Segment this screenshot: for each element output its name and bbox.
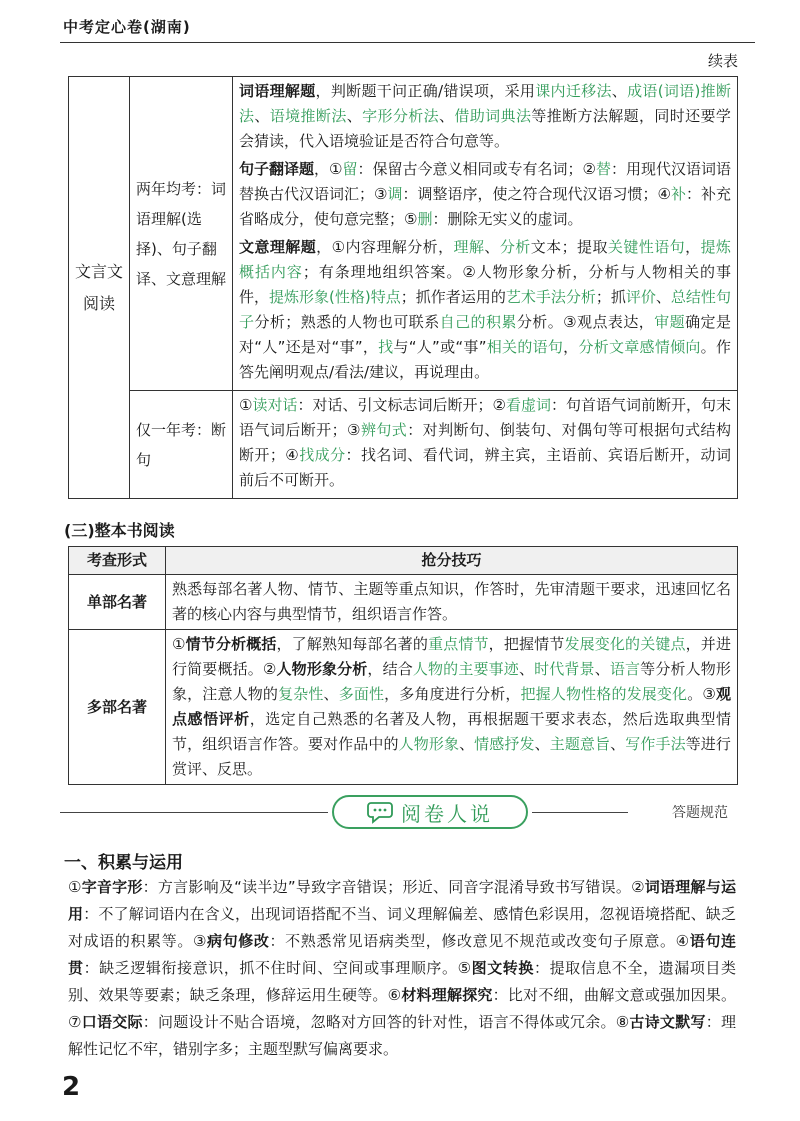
- text-run: ：调整语序，使之符合现代汉语习惯；④: [402, 185, 671, 203]
- banner-rule-right: [532, 812, 628, 813]
- page-number: 2: [62, 1072, 81, 1102]
- bold-term: 古诗文默写: [629, 1013, 706, 1031]
- key-term: 发展变化的关键点: [564, 635, 686, 653]
- key-term: 评价: [625, 288, 656, 306]
- key-term: 替: [595, 160, 611, 178]
- section-heading: (三)整本书阅读: [64, 521, 175, 540]
- text-run: ：对判断句、倒装句、对偶句等可根据句式结构断开；④: [239, 421, 731, 464]
- text-run: 、: [439, 107, 455, 125]
- text-run: 、: [518, 660, 535, 678]
- key-term: 自己的积累: [439, 313, 517, 331]
- text-run: ：理解性记忆不牢，错别字多；主题型默写偏离要求。: [68, 1013, 736, 1058]
- text-run: ：对话、引文标志词后断开；②: [297, 396, 506, 414]
- key-term: 调: [387, 185, 403, 203]
- text-run: 等推断方法解题，同时还要学会猜读，代入语境验证是否符合句意等。: [239, 107, 731, 150]
- key-term: 多面性: [338, 685, 385, 703]
- meaning-understanding-tips: [239, 235, 731, 385]
- text-run: 熟悉每部名著人物、情节、主题等重点知识，作答时，先审清题干要求，迅速回忆名著的核心内容与典型情节，组织语言作答。: [172, 580, 731, 623]
- bold-term: 词语理解题: [239, 82, 316, 100]
- banner-rule-left: [60, 812, 328, 813]
- text-run: 、: [610, 735, 626, 753]
- bold-term: 字音字形: [81, 878, 143, 896]
- key-term: 分析文章感情倾向: [578, 338, 701, 356]
- bold-term: 材料理解探究: [401, 986, 493, 1004]
- key-term: 重点情节: [428, 635, 489, 653]
- key-term: 总结性句子: [239, 288, 731, 331]
- text-run: 与“人”或“事”: [393, 338, 487, 356]
- key-term: 删: [417, 210, 433, 228]
- text-run: ：不了解词语内在含义，出现词语搭配不当、词义理解偏差、感情色彩误用，忽视语境搭配、缺乏对成语的积累等。③: [68, 905, 736, 950]
- text-run: ；抓: [595, 288, 626, 306]
- text-run: 、: [323, 685, 339, 703]
- techniques-cell: [233, 391, 738, 499]
- row-content: [166, 630, 738, 785]
- bold-term: 图文转换: [471, 959, 534, 977]
- key-term: 课内迁移法: [535, 82, 612, 100]
- text-run: 、: [254, 107, 270, 125]
- text-run: ，选定自己熟悉的名著及人物，再根据题干要求表态，然后选取典型情节，组织语言作答。要对作品中的: [172, 710, 731, 753]
- book-title: 中考定心卷(湖南): [63, 18, 191, 36]
- key-term: 看虚词: [505, 396, 551, 414]
- text-run: ：用现代汉语词语替换古代汉语词汇；③: [239, 160, 731, 203]
- banner-label: 阅卷人说: [401, 801, 493, 826]
- text-run: 。作答先阐明观点/看法/建议，再说理由。: [239, 338, 731, 381]
- key-term: 分析: [499, 238, 531, 256]
- key-term: 提炼形象(性格)特点: [269, 288, 401, 306]
- text-run: 等进行赏评、反思。: [172, 735, 731, 778]
- sentence-translation-tips: [239, 157, 731, 232]
- whole-book-reading-table: [68, 546, 738, 785]
- text-run: ：缺乏逻辑衔接意识，抓不住时间、空间或事理顺序。⑤: [83, 959, 472, 977]
- common-errors-paragraph: [68, 874, 736, 1063]
- text-run: 确定是对“人”还是对“事”，: [239, 313, 731, 356]
- speech-bubble-icon: [367, 800, 393, 824]
- bold-term: 人物形象分析: [276, 660, 368, 678]
- key-term: 人物的主要事迹: [412, 660, 519, 678]
- key-term: 语言: [609, 660, 641, 678]
- sentence-break-tips: [239, 393, 731, 493]
- bold-term: 口语交际: [81, 1013, 143, 1031]
- key-term: 人物形象: [398, 735, 460, 753]
- key-term: 找成分: [299, 446, 346, 464]
- bold-term: 情节分析概括: [185, 635, 277, 653]
- bold-term: 病句修改: [207, 932, 270, 950]
- text-run: 、: [594, 660, 610, 678]
- section-heading: 一、积累与运用: [64, 853, 183, 873]
- exam-frequency-cell: 两年均考：词语理解(选择)、句子翻译、文意理解: [130, 77, 233, 391]
- bold-term: 观点感悟评析: [172, 685, 731, 728]
- key-term: 艺术手法分析: [505, 288, 596, 306]
- text-run: ：提取信息不全，遗漏项目类别、效果等要素；缺乏条理，修辞运用生硬等。⑥: [68, 959, 736, 1004]
- answer-norms-label: 答题规范: [672, 805, 728, 821]
- text-run: ①: [172, 635, 186, 653]
- text-run: ，多角度进行分析，: [384, 685, 521, 703]
- text-run: ：保留古今意义相同或专有名词；②: [357, 160, 596, 178]
- key-term: 写作手法: [625, 735, 686, 753]
- text-run: ，①: [314, 160, 343, 178]
- text-run: 、: [655, 288, 671, 306]
- text-run: ，判断题干问正确/错误项，采用: [315, 82, 536, 100]
- key-term: 相关的语句: [486, 338, 564, 356]
- text-run: 、: [346, 107, 363, 125]
- key-term: 留: [342, 160, 358, 178]
- column-header: 抢分技巧: [166, 547, 738, 575]
- text-run: 分析。③观点表达，: [516, 313, 655, 331]
- text-run: 、: [611, 82, 628, 100]
- text-run: 等分析人物形象，注意人物的: [172, 660, 731, 703]
- text-run: 文本；提取: [530, 238, 608, 256]
- key-term: 辨句式: [360, 421, 408, 439]
- bold-term: 文意理解题: [239, 238, 317, 256]
- techniques-cell: [233, 77, 738, 391]
- bold-term: 语句连贯: [68, 932, 736, 977]
- column-header: 考查形式: [69, 547, 166, 575]
- text-run: ①: [239, 396, 253, 414]
- key-term: 理解: [453, 238, 485, 256]
- text-run: 、: [484, 238, 500, 256]
- key-term: 读对话: [252, 396, 298, 414]
- key-term: 时代背景: [534, 660, 595, 678]
- key-term: 字形分析法: [362, 107, 440, 125]
- text-run: ，并进行简要概括。②: [172, 635, 731, 678]
- key-term: 主题意旨: [549, 735, 611, 753]
- text-run: ：比对不细，曲解文意或强加因果。⑦: [68, 986, 736, 1031]
- text-run: ：方言影响及“读半边”导致字音错误；形近、同音字混淆导致书写错误。②: [142, 878, 645, 896]
- text-run: ；有条理地组织答案。②人物形象分析，分析与人物相关的事件，: [239, 263, 731, 306]
- text-run: ：句首语气词前断开，句末语气词后断开；③: [239, 396, 731, 439]
- continued-label: 续表: [707, 52, 738, 70]
- text-run: ，: [685, 238, 701, 256]
- header-rule: [60, 42, 755, 43]
- key-term: 提炼概括内容: [239, 238, 731, 281]
- key-term: 借助词典法: [454, 107, 532, 125]
- key-term: 审题: [654, 313, 686, 331]
- text-run: ，①内容理解分析，: [316, 238, 454, 256]
- row-label: 单部名著: [69, 575, 166, 630]
- text-run: ：不熟悉常见语病类型，修改意见不规范或改变句子原意。④: [269, 932, 690, 950]
- classical-reading-table: [68, 76, 738, 499]
- banner-badge: [332, 795, 528, 829]
- bold-term: 词语理解与运用: [68, 878, 736, 923]
- text-run: ，: [563, 338, 579, 356]
- text-run: ：问题设计不贴合语境，忽略对方回答的针对性，语言不得体或冗余。⑧: [142, 1013, 630, 1031]
- text-run: 分析；熟悉的人物也可联系: [254, 313, 440, 331]
- text-run: ：补充省略成分，使句意完整；⑤: [239, 185, 731, 228]
- row-label: 多部名著: [69, 630, 166, 785]
- key-term: 关键性语句: [607, 238, 686, 256]
- text-run: ；抓作者运用的: [400, 288, 506, 306]
- key-term: 语境推断法: [269, 107, 347, 125]
- row-content: [166, 575, 738, 630]
- text-run: ：找名词、看代词，辨主宾，主语前、宾语后断开，动词前后不可断开。: [239, 446, 731, 489]
- text-run: 。③: [687, 685, 716, 703]
- text-run: 、: [534, 735, 550, 753]
- text-run: ，了解熟知每部名著的: [276, 635, 429, 653]
- word-understanding-tips: [239, 79, 731, 154]
- key-term: 找: [378, 338, 394, 356]
- text-run: 、: [459, 735, 475, 753]
- text-run: ，把握情节: [488, 635, 565, 653]
- key-term: 把握人物性格的发展变化: [520, 685, 688, 703]
- key-term: 补: [670, 185, 686, 203]
- key-term: 复杂性: [278, 685, 324, 703]
- section-banner: [60, 795, 740, 831]
- text-run: ①: [68, 878, 82, 896]
- text-run: ：删除无实义的虚词。: [432, 210, 583, 228]
- key-term: 情感抒发: [474, 735, 535, 753]
- bold-term: 句子翻译题: [239, 160, 315, 178]
- category-cell: 文言文阅读: [69, 77, 130, 499]
- key-term: 成语(词语)推断法: [239, 82, 731, 125]
- exam-frequency-cell: 仅一年考：断句: [130, 391, 233, 499]
- text-run: ，结合: [367, 660, 413, 678]
